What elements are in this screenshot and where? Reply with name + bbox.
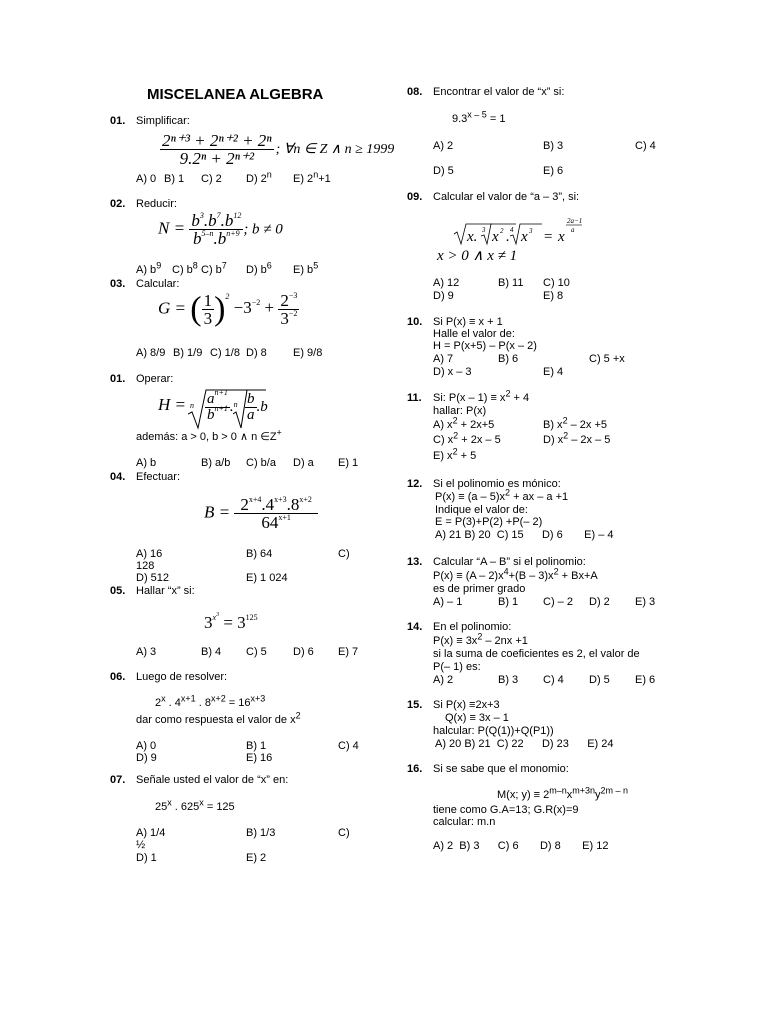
formula-p02: N = $\frac{b^3.b^7.b^{12}}{b^{5-n}.b^{n+9}}$ ; b ≠ 0 — [158, 211, 283, 248]
svg-text:x.: x. — [467, 229, 478, 245]
option-e: E) 6 — [543, 165, 564, 177]
svg-text:4: 4 — [510, 226, 514, 234]
option-d: D) a — [293, 457, 314, 469]
option-d: D) 6 — [293, 646, 314, 658]
equation-p07: 25$^x$ . $625^x = 125$ — [155, 797, 235, 813]
option-d: D) 9 — [136, 752, 157, 764]
formula-p05: $3^{x^3} = 3^{125}$ — [204, 612, 258, 632]
option-c: C) 4 — [635, 140, 656, 152]
problem-prompt: Reducir: — [136, 198, 177, 210]
svg-text:2a−1: 2a−1 — [567, 217, 583, 225]
option-a: A) 12 — [433, 277, 460, 289]
problem-line: Si el polinomio es mónico: — [433, 478, 561, 490]
option-e: E) 1 024 — [246, 572, 288, 584]
problem-prompt: Señale usted el valor de “x” en: — [136, 774, 289, 786]
option-a: A) b — [136, 457, 157, 469]
option-a: A) 2 — [433, 140, 454, 152]
svg-text:a: a — [571, 226, 575, 234]
problem-line: Halle el valor de: — [433, 328, 515, 340]
option-b: C) $b^8$ — [172, 260, 198, 276]
option-d: D) x – 3 — [433, 366, 472, 378]
option-c: C) 10 — [543, 277, 570, 289]
problem-number: 08. — [407, 86, 423, 98]
equation-p06: 2$^x$ . $4^{x+1}$ . $8^{x+2} = 16^{x+3}$ — [155, 693, 266, 709]
option-b: B) 3 — [543, 140, 564, 152]
option-c: C) 4 — [338, 740, 359, 752]
option-a: A) 1/4 — [136, 827, 166, 839]
option-b: B) a/b — [201, 457, 231, 469]
formula-numerator: 2ⁿ⁺³ + 2ⁿ⁺² + 2ⁿ — [162, 131, 272, 150]
option-b: B) 6 — [498, 353, 519, 365]
formula-p01b-tail: $\frac{b}{a}$ .b — [247, 391, 268, 423]
option-d: D) 2 — [589, 596, 610, 608]
option-d: D) 9 — [433, 290, 454, 302]
svg-text:x: x — [492, 229, 499, 245]
svg-text:x: x — [521, 229, 528, 245]
option-c: C) 5 +x — [589, 353, 625, 365]
problem-number: 12. — [407, 478, 423, 490]
problem-line: si la suma de coeficientes es 2, el valor de — [433, 648, 640, 660]
page-title: MISCELANEA ALGEBRA — [147, 86, 324, 103]
problem-line: $P(x) \equiv (a - 5)x^2$ + ax – a +1 — [435, 487, 569, 503]
problem-line: Si P(x) ≡2x+3 — [433, 699, 500, 711]
problem-number: 16. — [407, 763, 423, 775]
formula-p09 — [452, 214, 586, 250]
svg-text:.: . — [506, 229, 510, 245]
formula-denominator: 9.2ⁿ + 2ⁿ⁺² — [179, 149, 255, 168]
problem-line: $P(x) \equiv 3x^2 - 2nx +1$ — [433, 631, 528, 647]
option-c: C) $x^2 + 2x - 5$ — [433, 430, 501, 446]
option-e: E) 7 — [338, 646, 359, 658]
option-e: E) $x^2 + 5$ — [433, 446, 477, 462]
problem-line: H = P(x+5) – P(x – 2) — [433, 340, 537, 352]
problem-line: Si se sabe que el monomio: — [433, 763, 569, 775]
option-c: C) 5 — [246, 646, 267, 658]
monomial: M(x; $y) \equiv 2^{m-n}x^{m+3n}y^{2m - n}$ — [497, 785, 629, 801]
options-row: A) 21 B) 20 C) 15 D) 6 E) – 4 — [435, 529, 614, 541]
problem-number: 04. — [110, 471, 126, 483]
option-a: A) 3 — [136, 646, 157, 658]
formula-p01b: H = — [158, 395, 186, 414]
problem-number: 01. — [110, 115, 126, 127]
option-b: B) 1 — [498, 596, 519, 608]
problem-number: 14. — [407, 621, 423, 633]
svg-text:2: 2 — [500, 227, 504, 235]
option-e: E) 9/8 — [293, 347, 323, 359]
svg-text:x: x — [558, 229, 565, 245]
problem-line: E = P(3)+P(2) +P(– 2) — [435, 516, 543, 528]
option-b: B) 3 — [498, 674, 519, 686]
problem-number: 07. — [110, 774, 126, 786]
problem-prompt: Encontrar el valor de “x” si: — [433, 86, 565, 98]
formula-condition: ; ∀n ∈ Z ∧ n ≥ 1999 — [275, 142, 395, 158]
option-b: B) 1 — [246, 740, 267, 752]
problem-prompt: Operar: — [136, 373, 174, 385]
problem-prompt: Calcular el valor de “a – 3”, si: — [433, 191, 580, 203]
svg-text:=: = — [544, 229, 553, 245]
option-b: B) 1/9 — [173, 347, 203, 359]
problem-line: hallar: P(x) — [433, 405, 487, 417]
problem-number: 06. — [110, 671, 126, 683]
option-c: C) $b^7$ — [201, 260, 227, 276]
option-e: E) 16 — [246, 752, 273, 764]
condition-p09: x > 0 ∧ x ≠ 1 — [437, 248, 518, 264]
problem-line: P(– 1) es: — [433, 661, 481, 673]
option-b: B) 1/3 — [246, 827, 276, 839]
problem-line: $P(x) \equiv (A - 2)x^4+(B - 3)x^2 + Bx+A$ — [433, 566, 598, 582]
problem-line: Q(x) ≡ 3x – 1 — [445, 712, 509, 724]
option-c: C) 2 — [201, 173, 222, 185]
options-row: A) 20 B) 21 C) 22 D) 23 E) 24 — [435, 738, 614, 750]
problem-note: además: a > 0, b > 0 ∧ n ∈Z+ — [136, 427, 282, 443]
problem-number: 02. — [110, 198, 126, 210]
option-c: C) — [338, 548, 350, 560]
option-c: C) 4 — [543, 674, 564, 686]
problem-line: tiene como G.A=13; G.R(x)=9 — [433, 804, 579, 816]
problem-line: Si: $P(x - 1) \equiv x^2 + 4$ — [433, 388, 530, 404]
problem-number: 03. — [110, 278, 126, 290]
options-row: A) 2 B) 3 C) 6 D) 8 E) 12 — [433, 840, 609, 852]
option-d: D) 1 — [136, 852, 157, 864]
equation-p08: $9.3^{x - 5} = 1$ — [452, 109, 506, 125]
option-a: A) 2 — [433, 674, 454, 686]
svg-text:n: n — [190, 401, 194, 410]
option-c: C) — [338, 827, 350, 839]
option-e: E) 6 — [635, 674, 656, 686]
option-e: E) 3 — [635, 596, 656, 608]
problem-line: En el polinomio: — [433, 621, 512, 633]
option-a: A) 16 — [136, 548, 163, 560]
problem-line: calcular: m.n — [433, 816, 496, 828]
problem-prompt: Simplificar: — [136, 115, 190, 127]
formula-p01 — [160, 132, 394, 167]
option-c: C) – 2 — [543, 596, 573, 608]
problem-number: 15. — [407, 699, 423, 711]
option-a: A) 7 — [433, 353, 454, 365]
formula-p04: B = $\frac{2^{x+4}.4^{x+3}.8^{x+2}}{64^{x+1}}$ — [204, 496, 318, 531]
option-d: D) 8 — [246, 347, 267, 359]
option-d: D) 2$^n$ — [246, 169, 272, 185]
option-b: B) 1 — [164, 173, 185, 185]
problem-line: halcular: P(Q(1))+Q(P1)) — [433, 725, 554, 737]
option-d: D) $b^6$ — [246, 260, 272, 276]
option-d: D) 512 — [136, 572, 170, 584]
option-b: B) 64 — [246, 548, 273, 560]
formula-p03: G = ( $\frac{1}{3}$ )$^2 -3^{-2}$ + $\frac{2^{-3}}{3^{-2}}$ — [158, 290, 298, 328]
option-a: A) $x^2 + 2x+5$ — [433, 415, 495, 431]
problem-number: 05. — [110, 585, 126, 597]
option-d: D) 5 — [589, 674, 610, 686]
formula-p01b-body: $\frac{a^{n+1}}{b^{n+1}}$ .$^n$ — [207, 388, 238, 423]
problem-line: es de primer grado — [433, 583, 526, 595]
problem-line: Si P(x) ≡ x + 1 — [433, 316, 503, 328]
svg-text:3: 3 — [482, 226, 486, 234]
option-c: C) b/a — [246, 457, 276, 469]
option-c: C) 1/8 — [210, 347, 240, 359]
problem-note: dar como respuesta el valor de $x^2$ — [136, 710, 301, 726]
problem-line: Calcular “A – B” si el polinomio: — [433, 556, 586, 568]
option-e: E) 2 — [246, 852, 267, 864]
option-d: D) $x^2 - 2x - 5$ — [543, 430, 611, 446]
option-e: E) 4 — [543, 366, 564, 378]
problem-number: 13. — [407, 556, 423, 568]
option-b: B) $x^2 - 2x +5$ — [543, 415, 608, 431]
option-c-value: 128 — [136, 560, 155, 572]
problem-prompt: Luego de resolver: — [136, 671, 228, 683]
problem-prompt: Efectuar: — [136, 471, 181, 483]
option-e: E) $2^n+1$ — [293, 169, 331, 185]
problem-number: 09. — [407, 191, 423, 203]
option-d: D) 5 — [433, 165, 454, 177]
problem-prompt: Hallar “x” si: — [136, 585, 195, 597]
option-b: B) 11 — [498, 277, 524, 289]
problem-number: 10. — [407, 316, 423, 328]
problem-number: 01. — [110, 373, 126, 385]
option-c-value: ½ — [136, 839, 146, 851]
problem-prompt: Calcular: — [136, 278, 180, 290]
option-a: A) 0 — [136, 740, 157, 752]
option-a: A) – 1 — [433, 596, 463, 608]
option-a: A) 0 — [136, 173, 157, 185]
problem-number: 11. — [407, 392, 422, 404]
option-a: A) 8/9 — [136, 347, 166, 359]
option-a: A) $b^9$ — [136, 260, 162, 276]
option-e: E) 8 — [543, 290, 564, 302]
problem-line: Indique el valor de: — [435, 504, 528, 516]
option-e: E) 1 — [338, 457, 359, 469]
option-e: E) $b^5$ — [293, 260, 319, 276]
svg-text:3: 3 — [529, 227, 533, 235]
option-b: B) 4 — [201, 646, 222, 658]
